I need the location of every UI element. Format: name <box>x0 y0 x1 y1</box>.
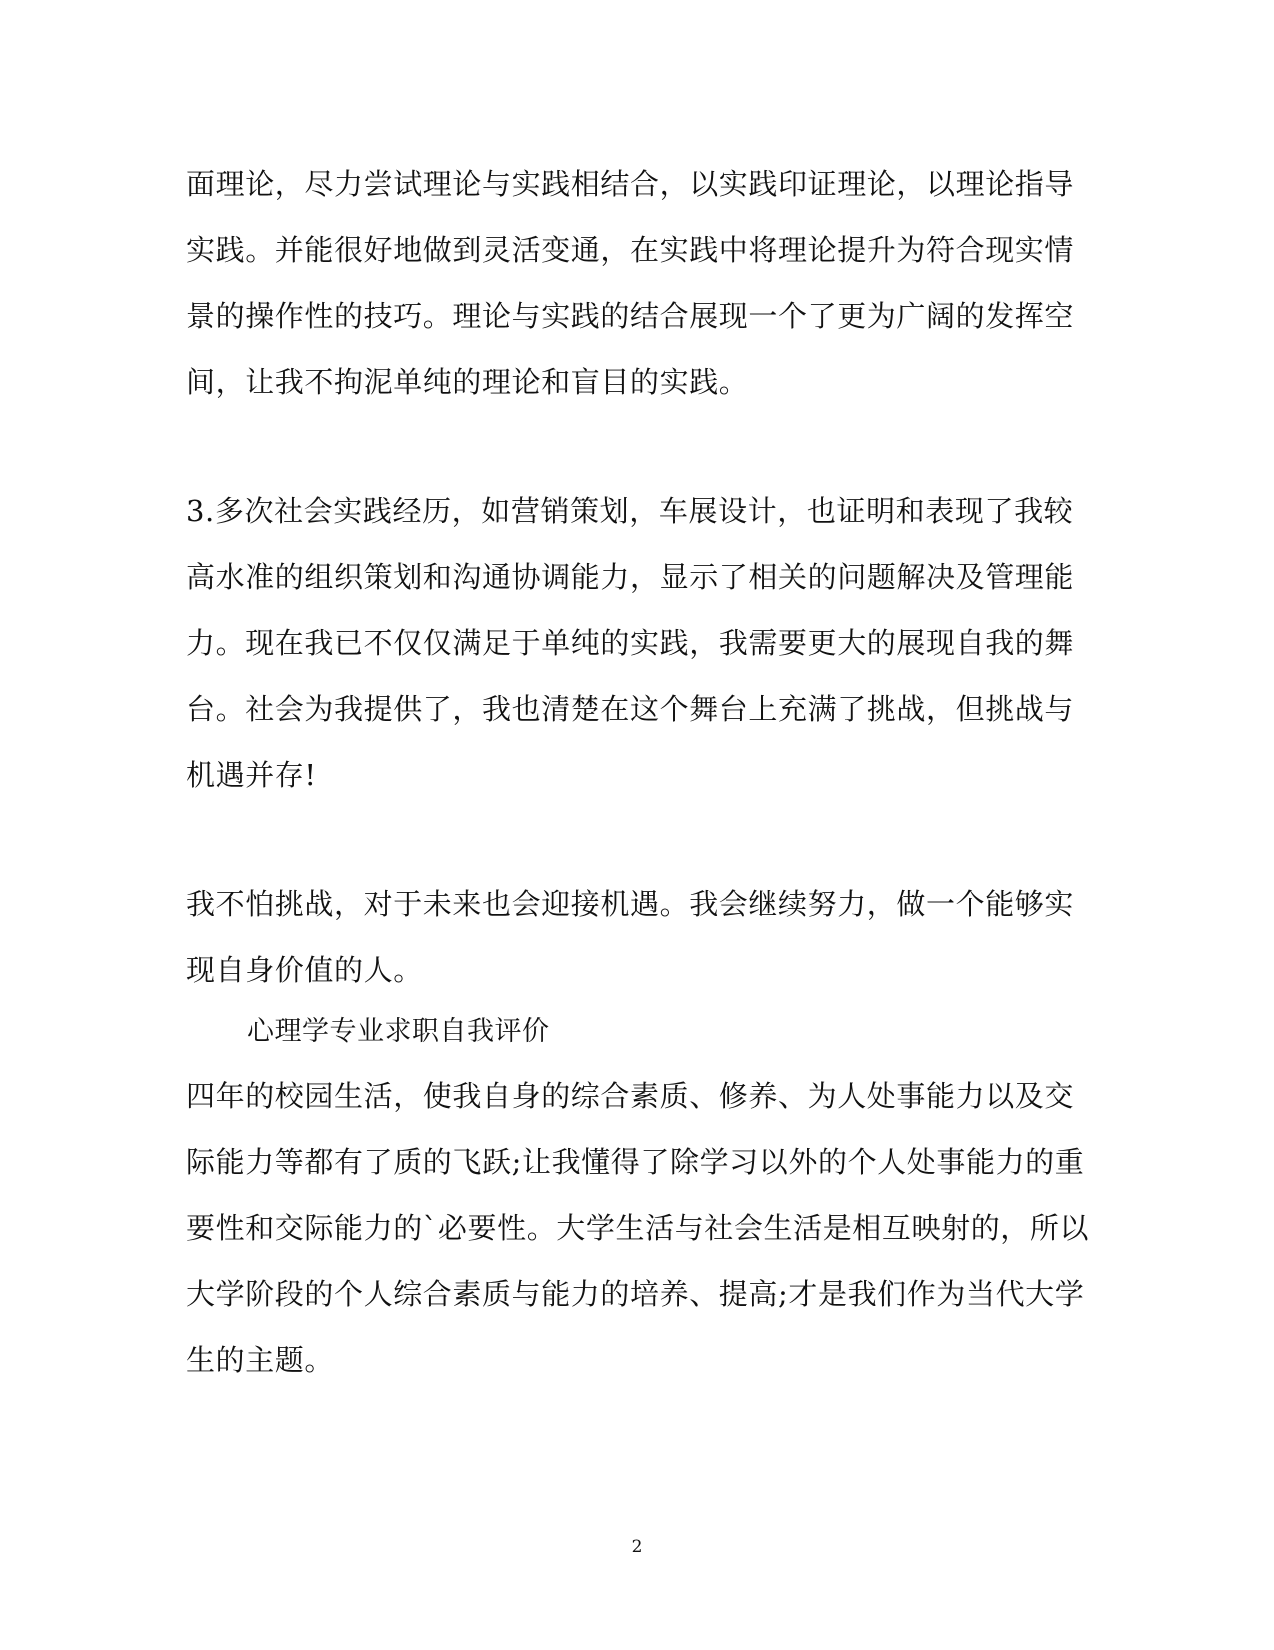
section-paragraph-line-4: 大学阶段的个人综合素质与能力的培养、提高;才是我们作为当代大学 <box>186 1277 1085 1311</box>
paragraph-2-line-4: 台。社会为我提供了，我也清楚在这个舞台上充满了挑战，但挑战与 <box>186 692 1075 726</box>
section-paragraph-line-1: 四年的校园生活，使我自身的综合素质、修养、为人处事能力以及交 <box>186 1079 1075 1113</box>
paragraph-3-line-1: 我不怕挑战，对于未来也会迎接机遇。我会继续努力，做一个能够实 <box>186 887 1075 921</box>
section-paragraph-line-2: 际能力等都有了质的飞跃;让我懂得了除学习以外的个人处事能力的重 <box>186 1145 1085 1179</box>
page-number: 2 <box>631 1537 643 1557</box>
paragraph-3-line-2: 现自身价值的人。 <box>186 953 423 987</box>
paragraph-2-line-3: 力。现在我已不仅仅满足于单纯的实践，我需要更大的展现自我的舞 <box>186 626 1075 660</box>
paragraph-2-line-1: 3.多次社会实践经历，如营销策划，车展设计，也证明和表现了我较 <box>186 494 1074 528</box>
paragraph-2-line-5: 机遇并存! <box>186 758 317 792</box>
paragraph-1-line-3: 景的操作性的技巧。理论与实践的结合展现一个了更为广阔的发挥空 <box>186 299 1075 333</box>
paragraph-1-line-2: 实践。并能很好地做到灵活变通，在实践中将理论提升为符合现实情 <box>186 233 1075 267</box>
paragraph-1-line-4: 间，让我不拘泥单纯的理论和盲目的实践。 <box>186 365 749 399</box>
section-heading: 心理学专业求职自我评价 <box>247 1016 550 1047</box>
section-paragraph-line-3: 要性和交际能力的`必要性。大学生活与社会生活是相互映射的，所以 <box>186 1211 1090 1245</box>
paragraph-2-line-2: 高水准的组织策划和沟通协调能力，显示了相关的问题解决及管理能 <box>186 560 1075 594</box>
section-paragraph-line-5: 生的主题。 <box>186 1343 335 1377</box>
paragraph-1-line-1: 面理论，尽力尝试理论与实践相结合，以实践印证理论，以理论指导 <box>186 167 1075 201</box>
